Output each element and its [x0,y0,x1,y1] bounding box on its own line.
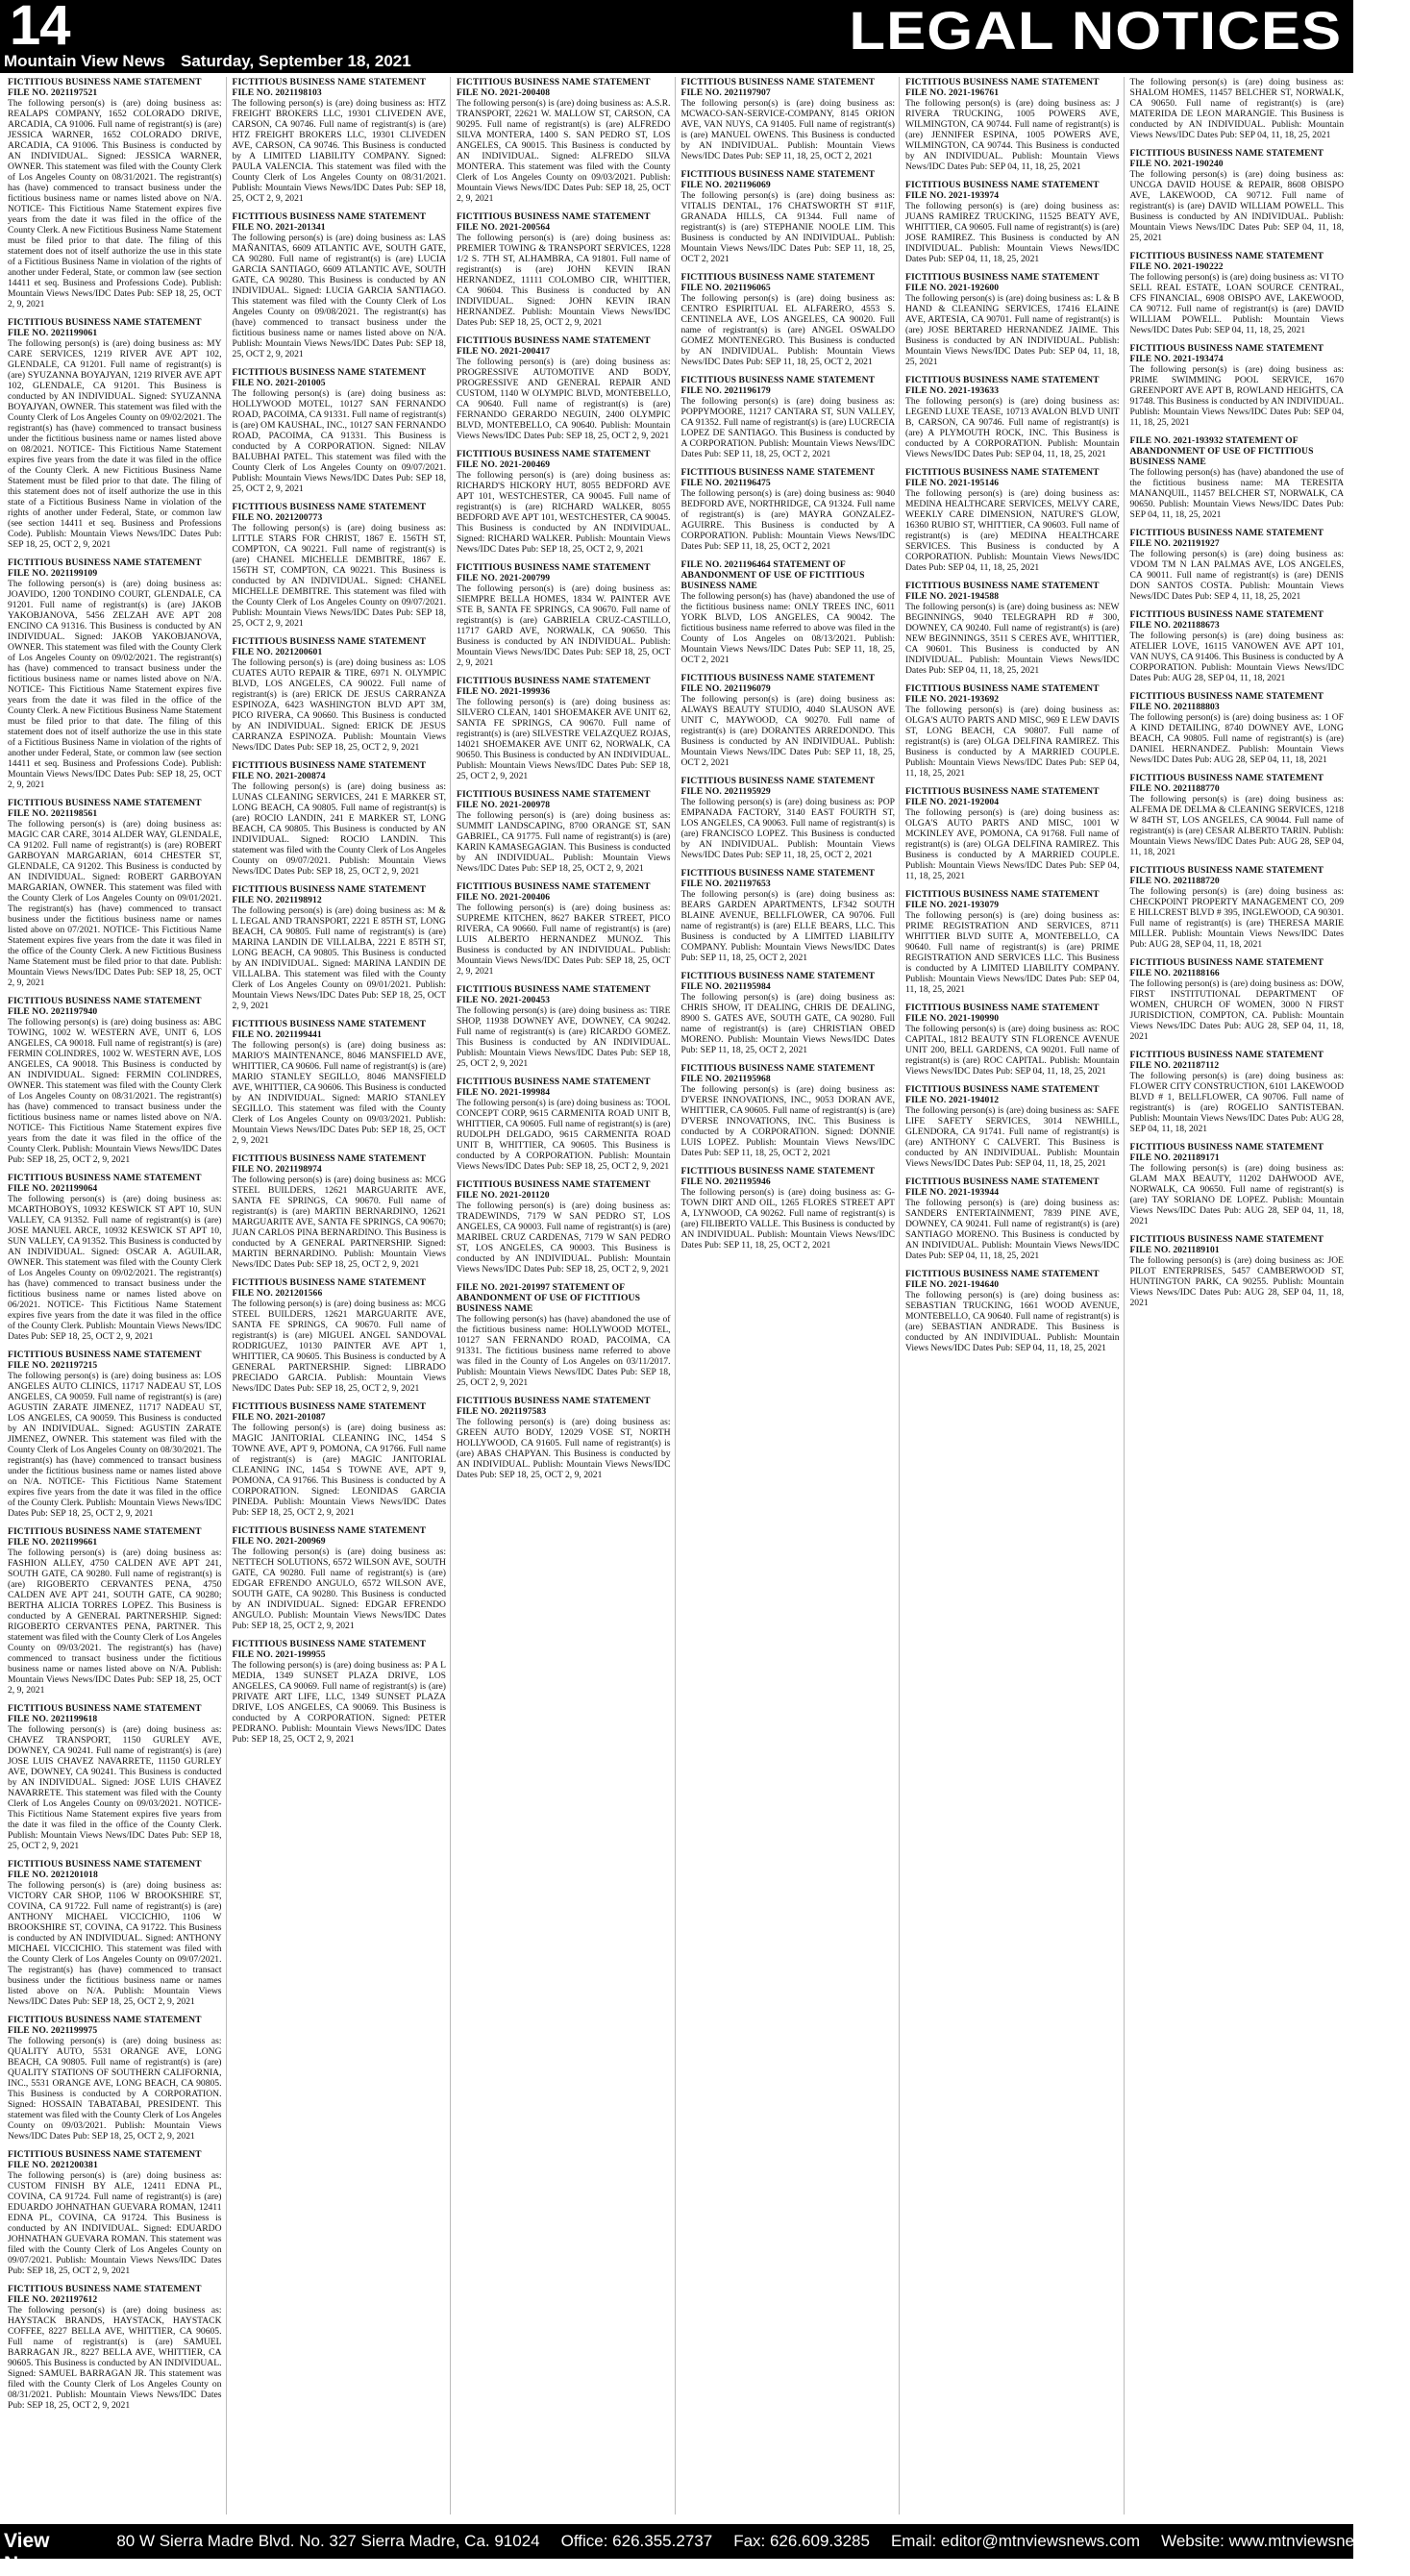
notice-heading: FICTITIOUS BUSINESS NAME STATEMENT FILE NO. 2021-193944 [905,1177,1100,1198]
legal-notice [8,77,222,310]
notice-body: The following person(s) is (are) doing business as: QUALITY AUTO, 5531 ORANGE AVE, LONG BEACH, CA 90805. Full name of registrant(s) is (are) QUALITY STATIONS OF SOUTHERN CALIFORNIA, INC., 5531 ORANGE AVE, LONG BEACH, CA 90805. This Business is conducted by A CORPORATION. Signed: HOSSAIN TABATABAI, PRESIDENT. This statement was filed with the County Clerk of Los Angeles County on 09/03/2021. Publish: Mountain Views News/IDC Dates Pub: SEP 18, 25, OCT 2, 9, 2021 [8,2036,222,2142]
notice-heading: FICTITIOUS BUSINESS NAME STATEMENT FILE NO. 2021197940 [8,996,202,1017]
notice-heading: FICTITIOUS BUSINESS NAME STATEMENT FILE NO. 2021-200417 [457,335,651,357]
notice-heading: FICTITIOUS BUSINESS NAME STATEMENT FILE NO. 2021195946 [680,1166,875,1187]
legal-notice [905,77,1120,172]
notice-heading: FICTITIOUS BUSINESS NAME STATEMENT FILE NO. 2021196065 [680,272,875,293]
notice-heading: FICTITIOUS BUSINESS NAME STATEMENT FILE NO. 2021200601 [232,636,426,657]
legal-notice [681,673,896,768]
legal-notice [8,1350,222,1519]
notice-body: The following person(s) is (are) doing business as: TOOL CONCEPT CORP, 9615 CARMENITA ROAD UNIT B, WHITTIER, CA 90605. Full name of registrant(s) is (are) RUDOLPH DELGADO, 9615 CARMENITA ROAD UNIT B, WHITTIER, CA 90605. This Business is conducted by A CORPORATION. Publish: Mountain Views News/IDC Dates Pub: SEP 18, 25, OCT 2, 9, 2021 [457,1098,671,1172]
notice-body: The following person(s) is (are) doing business as: NETTECH SOLUTIONS, 6572 WILSON AVE, SOUTH GATE, CA 90280. Full name of registrant(s) is (are) EDGAR EFRENDO ANGULO, 6572 WILSON AVE, SOUTH GATE, CA 90280. This Business is conducted by AN INDIVIDUAL. Signed: EDGAR EFRENDO ANGULO. Publish: Mountain Views News/IDC Dates Pub: SEP 18, 25, OCT 2, 9, 2021 [232,1547,446,1631]
legal-notice [233,211,447,359]
notice-heading: FICTITIOUS BUSINESS NAME STATEMENT FILE NO. 2021197907 [680,77,875,98]
legal-notice [8,1526,222,1696]
notice-heading: FICTITIOUS BUSINESS NAME STATEMENT FILE NO. 2021189101 [1129,1234,1323,1255]
notice-body: The following person(s) is (are) doing business as: FASHION ALLEY, 4750 CALDEN AVE APT 241, SOUTH GATE, CA 90280. Full name of registrant(s) is (are) RIGOBERTO CERVANTES PENA, 4750 CALDEN AVE APT 241, SOUTH GATE, CA 90280; BERTHA ALICIA TORRES LOPEZ. This Business is conducted by A GENERAL PARTNERSHIP. Signed: RIGOBERTO CERVANTES PENA, PARTNER. This statement was filed with the County Clerk of Los Angeles County on 09/03/2021. The registrant(s) has (have) commenced to transact business under the fictitious business name or names listed above on N/A. Publish: Mountain Views News/IDC Dates Pub: SEP 18, 25, OCT 2, 9, 2021 [8,1548,222,1696]
legal-notice [8,2149,222,2276]
notice-heading: FICTITIOUS BUSINESS NAME STATEMENT FILE NO. 2021-193474 [1129,343,1323,364]
notice-column [8,77,227,2514]
notice-heading: FICTITIOUS BUSINESS NAME STATEMENT FILE NO. 2021195929 [680,776,875,797]
notice-heading: FICTITIOUS BUSINESS NAME STATEMENT FILE NO. 2021-190240 [1129,148,1323,169]
notice-heading: FICTITIOUS BUSINESS NAME STATEMENT FILE NO. 2021199618 [8,1703,202,1724]
notice-heading: FICTITIOUS BUSINESS NAME STATEMENT FILE NO. 2021195984 [680,971,875,992]
notice-body: The following person(s) is (are) doing business as: SANDERS ENTERTAINMENT, 7839 PINE AVE, DOWNEY, CA 90241. Full name of registrant(s) is (are) SANTIAGO MORENO. This Business is conducted by AN INDIVIDUAL. Publish: Mountain Views News/IDC Dates Pub: SEP 04, 11, 18, 25, 2021 [905,1198,1120,1261]
notice-body: The following person(s) is (are) doing business as: PROGRESSIVE AUTOMOTIVE AND BODY, PROGRESSIVE AND GENERAL REPAIR AND CUSTOM, 1140 W OLYMPIC BLVD, MONTEBELLO, CA 90640. Full name of registrant(s) is (are) FERNANDO GERARDO NEGUIN, 2400 OLYMPIC BLVD, MONTEBELLO, CA 90640. Publish: Mountain Views News/IDC Dates Pub: SEP 18, 25, OCT 2, 9, 2021 [457,357,671,441]
notice-heading: FICTITIOUS BUSINESS NAME STATEMENT FILE NO. 2021188770 [1129,773,1323,794]
notice-column [233,77,452,2514]
legal-notice [457,789,671,874]
notice-heading: FICTITIOUS BUSINESS NAME STATEMENT FILE NO. 2021196475 [680,467,875,488]
legal-notice [905,1084,1120,1169]
notice-body: The following person(s) is (are) doing business as: 1 OF A KIND DETAILING, 8740 DOWNEY AVE, LONG BEACH, CA 90805. Full name of registrant(s) is (are) DANIEL HERNANDEZ. Publish: Mountain Views News/IDC Dates Pub: AUG 28, SEP 04, 11, 18, 2021 [1129,712,1344,765]
footer-office-phone: Office: 626.355.2737 [560,2532,713,2550]
legal-notice [457,77,671,204]
legal-notice [457,984,671,1069]
notice-heading: FICTITIOUS BUSINESS NAME STATEMENT FILE NO. 2021-200564 [457,211,651,233]
notice-body: The following person(s) is (are) doing business as: VITALIS DENTAL, 176 CHATSWORTH ST #11F, GRANADA HILLS, CA 91344. Full name of registrant(s) is (are) STEPHANIE NOOLE LIM. This Business is conducted by AN INDIVIDUAL. Publish: Mountain Views News/IDC Dates Pub: SEP 11, 18, 25, OCT 2, 2021 [680,190,895,264]
notice-body: The following person(s) is (are) doing business as: MAGIC JANITORIAL CLEANING INC, 1454 S TOWNE AVE, APT 9, POMONA, CA 91766. Full name of registrant(s) is (are) MAGIC JANITORIAL CLEANING INC, 1454 S TOWNE AVE, APT 9, POMONA, CA 91766. This Business is conducted by A CORPORATION. Signed: LEONIDAS GARCIA PINEDA. Publish: Mountain Views News/IDC Dates Pub: SEP 18, 25, OCT 2, 9, 2021 [232,1423,446,1518]
notice-heading: FICTITIOUS BUSINESS NAME STATEMENT FILE NO. 2021199064 [8,1173,202,1194]
notice-heading: FICTITIOUS BUSINESS NAME STATEMENT FILE NO. 2021197612 [8,2284,202,2305]
notice-body: The following person(s) is (are) doing business as: FLOWER CITY CONSTRUCTION, 6101 LAKEWOOD BLVD # 1, BELLFLOWER, CA 90706. Full name of registrant(s) is (are) ROGELIO SANTISTEBAN. Publish: Mountain Views News/IDC Dates Pub: AUG 28, SEP 04, 11, 18, 2021 [1129,1071,1344,1134]
legal-notice [905,467,1120,573]
page-number: 14 [10,0,70,57]
legal-notice [681,467,896,552]
masthead [0,0,1353,73]
legal-notice [457,676,671,781]
notice-body: The following person(s) is (are) doing business as: JOAVIDO, 1200 TONDINO COURT, GLENDALE, CA 91201. Full name of registrant(s) is (are) JAKOB YAKOBJANOVA, 5456 ZELZAH AVE APT 208 ENCINO CA 91316. This Business is conducted by AN INDIVIDUAL. Signed: JAKOB YAKOBJANOVA, OWNER. This statement was filed with the County Clerk of Los Angeles County on 09/02/2021. The registrant(s) has (have) commenced to transact business under the fictitious business name or names listed above on N/A. NOTICE- This Fictitious Name Statement expires five years from the date it was filed in the office of the County Clerk. A new Fictitious Business Name Statement must be filed prior to that date. The filing of this statement does not of itself authorize the use in this state of a Fictitious Business Name in violation of the rights of another under Federal, State, or common law (see section 14411 et seq. Business and Professions Code). Publish: Mountain Views News/IDC Dates Pub: SEP 18, 25, OCT 2, 9, 2021 [8,579,222,790]
notice-column [905,77,1125,2514]
notice-body: The following person(s) is (are) doing business as: TRADEWINDS, 7179 W SAN PEDRO ST, LOS ANGELES, CA 90003. Full name of registrant(s) is (are) MARIBEL CRUZ CARDENAS, 7179 W SAN PEDRO ST, LOS ANGELES, CA 90003. This Business is conducted by AN INDIVIDUAL. Publish: Mountain Views News/IDC Dates Pub: SEP 18, 25, OCT 2, 9, 2021 [457,1201,671,1275]
legal-notice [233,1153,447,1270]
notice-body: The following person(s) is (are) doing business as: CHECKPOINT PROPERTY MANAGEMENT CO, 209 E HILLCREST BLVD # 395, INGLEWOOD, CA 90301. Full name of registrant(s) is (are) THERESA MARIE MILLER. Publish: Mountain Views News/IDC Dates Pub: AUG 28, SEP 04, 11, 18, 2021 [1129,886,1344,950]
notice-heading: FILE NO. 2021196464 STATEMENT OF ABANDONMENT OF USE OF FICTITIOUS BUSINESS NAME [680,559,865,591]
legal-notice [681,272,896,367]
legal-notice [1130,865,1345,950]
legal-notice [681,1063,896,1158]
notice-heading: FICTITIOUS BUSINESS NAME STATEMENT FILE NO. 2021196069 [680,169,875,190]
notice-heading: FICTITIOUS BUSINESS NAME STATEMENT FILE NO. 2021-200453 [457,984,651,1005]
legal-notice [8,996,222,1165]
notice-body: The following person(s) is (are) doing business as: LOS CUATES AUTO REPAIR & TIRE, 6971 N. OLYMPIC BLVD, LOS ANGELES, CA 90022. Full name of registrant(s) is (are) ERICK DE JESUS CARRANZA ESPINOZA, 6423 WASHINGTON BLVD APT 3M, PICO RIVERA, CA 90660. This Business is conducted by AN INDIVIDUAL. Signed: ERICK DE JESUS CARRANZA ESPINOZA. Publish: Mountain Views News/IDC Dates Pub: SEP 18, 25, OCT 2, 9, 2021 [232,657,446,753]
notice-body: The following person(s) is (are) doing business as: MCARTHOBOYS, 10932 KESWICK ST APT 10, SUN VALLEY, CA 91352. Full name of registrant(s) is (are) JOSE MANUEL ARCE, 10932 KESWICK ST APT 10, SUN VALLEY, CA 91352. This Business is conducted by AN INDIVIDUAL. Signed: OSCAR A. AGUILAR, OWNER. This statement was filed with the County Clerk of Los Angeles County on 09/02/2021. The registrant(s) has (have) commenced to transact business under the fictitious business name or names listed above on 06/2021. NOTICE- This Fictitious Name Statement expires five years from the date it was filed in the office of the County Clerk. Publish: Mountain Views News/IDC Dates Pub: SEP 18, 25, OCT 2, 9, 2021 [8,1194,222,1342]
notice-body: The following person(s) is (are) doing business as: JOE PILOT ENTERPRISES, 5457 CAMBERWOOD ST, HUNTINGTON PARK, CA 90255. Publish: Mountain Views News/IDC Dates Pub: AUG 28, SEP 04, 11, 18, 2021 [1129,1255,1344,1308]
notice-heading: FICTITIOUS BUSINESS NAME STATEMENT FILE NO. 2021-200408 [457,77,651,98]
legal-notice [905,1177,1120,1261]
notice-heading: FICTITIOUS BUSINESS NAME STATEMENT FILE NO. 2021197521 [8,77,202,98]
paper-name: Mountain View News [4,52,165,70]
notice-body: The following person(s) is (are) doing business as: MY CARE SERVICES, 1219 RIVER AVE APT 102, GLENDALE, CA 91201. Full name of registrant(s) is (are) SYUZANNA BOYAJYAN, 1219 RIVER AVE APT 102, GLENDALE, CA 91201. This Business is conducted by AN INDIVIDUAL. Signed: SYUZANNA BOYAJYAN, OWNER. This statement was filed with the County Clerk of Los Angeles County on 09/02/2021. The registrant(s) has (have) commenced to transact business under the fictitious business name or names listed above on 08/2021. NOTICE- This Fictitious Name Statement expires five years from the date it was filed in the office of the County Clerk. A new Fictitious Business Name Statement must be filed prior to that date. The filing of this statement does not of itself authorize the use in this state of a Fictitious Business Name in violation of the rights of another under Federal, State, or common law (see section 14411 et seq. Business and Professions Code). Publish: Mountain Views News/IDC Dates Pub: SEP 18, 25, OCT 2, 9, 2021 [8,338,222,550]
masthead-subline [0,50,1353,73]
notice-heading: FICTITIOUS BUSINESS NAME STATEMENT FILE NO. 2021197583 [457,1396,651,1417]
notice-body: The following person(s) is (are) doing business as: MCG STEEL BUILDERS, 12621 MARGUARITE AVE, SANTA FE SPRINGS, CA 90670. Full name of registrant(s) is (are) MIGUEL ANGEL SANDOVAL RODRIGUEZ, 10130 PAINTER AVE APT 1, WHITTIER, CA 90605. This Business is conducted by A GENERAL PARTNERSHIP. Signed: LIBRADO PRECIADO GARCIA. Publish: Mountain Views News/IDC Dates Pub: SEP 18, 25, OCT 2, 9, 2021 [232,1299,446,1394]
notice-heading: FICTITIOUS BUSINESS NAME STATEMENT FILE NO. 2021200381 [8,2149,202,2170]
notice-column [1130,77,1348,2514]
notice-body: The following person(s) is (are) doing business as: ROC CAPITAL, 1812 BEAUTY STN FLORENCE AVENUE UNIT 200, BELL GARDENS, CA 90201. Full name of registrant(s) is (are) ROC CAPITAL. Publish: Mountain Views News/IDC Dates Pub: SEP 04, 11, 18, 25, 2021 [905,1024,1120,1077]
notice-heading: FICTITIOUS BUSINESS NAME STATEMENT FILE NO. 2021188720 [1129,865,1323,886]
legal-notice [681,169,896,264]
notice-body: The following person(s) is (are) doing business as: SUPREME KITCHEN, 8627 BAKER STREET, PICO RIVERA, CA 90660. Full name of registrant(s) is (are) LUIS ALBERTO HERNANDEZ MUNOZ. This Business is conducted by AN INDIVIDUAL. Publish: Mountain Views News/IDC Dates Pub: SEP 18, 25, OCT 2, 9, 2021 [457,903,671,977]
notice-body: The following person(s) is (are) doing business as: SEBASTIAN TRUCKING, 1661 WOOD AVENUE, MONTEBELLO, CA 90640. Full name of registrant(s) is (are) SEBASTIAN ANDRADE. This Business is conducted by AN INDIVIDUAL. Publish: Mountain Views News/IDC Dates Pub: SEP 04, 11, 18, 25, 2021 [905,1290,1120,1353]
notice-heading: FICTITIOUS BUSINESS NAME STATEMENT FILE NO. 2021-200469 [457,449,651,470]
legal-notice [1130,773,1345,857]
notice-heading: FICTITIOUS BUSINESS NAME STATEMENT FILE NO. 2021-199936 [457,676,651,697]
legal-notice [233,502,447,629]
legal-notice [1130,528,1345,602]
legal-notice [233,1525,447,1631]
notice-body: The following person(s) is (are) doing business as: G-TOWN DIRT AND OIL, 1265 FLORES STREET APT A, LYNWOOD, CA 90262. Full name of registrant(s) is (are) FILIBERTO VALLE. This Business is conducted by AN INDIVIDUAL. Publish: Mountain Views News/IDC Dates Pub: SEP 11, 18, 25, OCT 2, 2021 [680,1187,895,1251]
notice-heading: FICTITIOUS BUSINESS NAME STATEMENT FILE NO. 2021201566 [232,1277,426,1299]
notice-heading: FICTITIOUS BUSINESS NAME STATEMENT FILE NO. 2021196179 [680,375,875,396]
notice-heading: FICTITIOUS BUSINESS NAME STATEMENT FILE NO. 2021-200978 [457,789,651,810]
notice-body: The following person(s) is (are) doing business as: POP EMPANADA FACTORY, 3140 EAST FOURTH ST, LOS ANGELES, CA 90063. Full name of registrant(s) is (are) FRANCISCO LOPEZ. This Business is conducted by AN INDIVIDUAL. Publish: Mountain Views News/IDC Dates Pub: SEP 11, 18, 25, OCT 2, 2021 [680,797,895,860]
legal-notice [8,1703,222,1851]
notice-body: The following person(s) is (are) doing business as: MAGIC CAR CARE, 3014 ALDER WAY, GLENDALE, CA 91202. Full name of registrant(s) is (are) ROBERT GARBOYAN MARGARIAN, 6014 CHESTER ST, GLENDALE, CA 91202. This Business is conducted by AN INDIVIDUAL. Signed: ROBERT GARBOYAN MARGARIAN, OWNER. This statement was filed with the County Clerk of Los Angeles County on 09/01/2021. The registrant(s) has (have) commenced to transact business under the fictitious business name or names listed above on 07/2021. NOTICE- This Fictitious Name Statement expires five years from the date it was filed in the office of the County Clerk. A new Fictitious Business Name Statement must be filed prior to that date. Publish: Mountain Views News/IDC Dates Pub: SEP 18, 25, OCT 2, 9, 2021 [8,819,222,988]
notice-body: The following person(s) is (are) doing business as: GREEN AUTO BODY, 12029 VOSE ST, NORTH HOLLYWOOD, CA 91605. Full name of registrant(s) is (are) ABAS CHAPYAN. This Business is conducted by AN INDIVIDUAL. Publish: Mountain Views News/IDC Dates Pub: SEP 18, 25, OCT 2, 9, 2021 [457,1417,671,1480]
notice-heading: FICTITIOUS BUSINESS NAME STATEMENT FILE NO. 2021-199955 [232,1639,426,1660]
notice-heading: FICTITIOUS BUSINESS NAME STATEMENT FILE NO. 2021-190222 [1129,251,1323,272]
notice-body: The following person(s) is (are) doing business as: PREMIER TOWING & TRANSPORT SERVICES, 1228 1/2 S. 7TH ST, ALHAMBRA, CA 91801. Full name of registrant(s) is (are) JOHN KEVIN IRAN HERNANDEZ, 11111 COLOMBO CIR, WHITTIER, CA 90604. This Business is conducted by AN INDIVIDUAL. Signed: JOHN KEVIN IRAN HERNANDEZ. Publish: Mountain Views News/IDC Dates Pub: SEP 18, 25, OCT 2, 9, 2021 [457,233,671,328]
legal-notice [681,559,896,665]
legal-notice [1130,343,1345,428]
notice-heading: FICTITIOUS BUSINESS NAME STATEMENT FILE NO. 2021-196761 [905,77,1100,98]
notice-body: The following person(s) is (are) doing business as: CHAVEZ TRANSPORT, 1150 GURLEY AVE, DOWNEY, CA 90241. Full name of registrant(s) is (are) JOSE LUIS CHAVEZ NAVARRETE, 11150 GURLEY AVE, DOWNEY, CA 90241. This Business is conducted by AN INDIVIDUAL. Signed: JOSE LUIS CHAVEZ NAVARRETE. This statement was filed with the County Clerk of Los Angeles County on 09/03/2021. NOTICE- This Fictitious Name Statement expires five years from the date it was filed in the office of the County Clerk. Publish: Mountain Views News/IDC Dates Pub: SEP 18, 25, OCT 2, 9, 2021 [8,1724,222,1851]
notice-body: The following person(s) is (are) doing business as: SIEMPRE BELLA HOMES, 1834 W. PAINTER AVE STE B, SANTA FE SPRINGS, CA 90670. Full name of registrant(s) is (are) GABRIELA CRUZ-CASTILLO, 11717 GARD AVE, NORWALK, CA 90650. This Business is conducted by AN INDIVIDUAL. Publish: Mountain Views News/IDC Dates Pub: SEP 18, 25, OCT 2, 9, 2021 [457,583,671,668]
notice-heading: FILE NO. 2021-193932 STATEMENT OF ABANDONMENT OF USE OF FICTITIOUS BUSINESS NAME [1129,435,1314,467]
notice-heading: FICTITIOUS BUSINESS NAME STATEMENT FILE NO. 2021-200969 [232,1525,426,1547]
legal-notice [457,881,671,977]
notice-body: The following person(s) is (are) doing business as: LOS ANGELES AUTO CLINICS, 11717 NADEAU ST, LOS ANGELES, CA 90059. Full name of registrant(s) is (are) AGUSTIN ZARATE JIMENEZ, 11717 NADEAU ST, LOS ANGELES, CA 90059. This Business is conducted by AN INDIVIDUAL. Signed: AGUSTIN ZARATE JIMENEZ, OWNER. This statement was filed with the County Clerk of Los Angeles County on 08/30/2021. The registrant(s) has (have) commenced to transact business under the fictitious business name or names listed above on N/A. NOTICE- This Fictitious Name Statement expires five years from the date it was filed in the office of the County Clerk. Publish: Mountain Views News/IDC Dates Pub: SEP 18, 25, OCT 2, 9, 2021 [8,1371,222,1519]
notice-heading: FICTITIOUS BUSINESS NAME STATEMENT FILE NO. 2021-200874 [232,760,426,781]
notice-heading: FICTITIOUS BUSINESS NAME STATEMENT FILE NO. 2021197653 [680,868,875,889]
notice-heading: FICTITIOUS BUSINESS NAME STATEMENT FILE NO. 2021-201005 [232,367,426,388]
footer-address: 80 W Sierra Madre Blvd. No. 327 Sierra Madre, Ca. 91024 [116,2532,540,2550]
notice-body: The following person(s) is (are) doing business as: NEW BEGINNINGS, 9040 TELEGRAPH RD # 300, DOWNEY, CA 90240. Full name of registrant(s) is (are) NEW BEGINNINGS, 3511 S CERES AVE, WHITTIER, CA 90601. This Business is conducted by AN INDIVIDUAL. Publish: Mountain Views News/IDC Dates Pub: SEP 04, 11, 18, 25, 2021 [905,602,1120,676]
notice-heading: FICTITIOUS BUSINESS NAME STATEMENT FILE NO. 2021198103 [232,77,426,98]
footer-fax: Fax: 626.609.3285 [733,2532,870,2550]
notice-heading: FICTITIOUS BUSINESS NAME STATEMENT FILE NO. 2021-193692 [905,683,1100,705]
notice-heading: FICTITIOUS BUSINESS NAME STATEMENT FILE NO. 2021196079 [680,673,875,694]
legal-notice [1130,435,1345,520]
notice-heading: FICTITIOUS BUSINESS NAME STATEMENT FILE NO. 2021-192004 [905,786,1100,807]
legal-notice [905,786,1120,881]
legal-notice [8,798,222,988]
legal-notice [233,1019,447,1146]
notice-heading: FICTITIOUS BUSINESS NAME STATEMENT FILE NO. 2021200773 [232,502,426,523]
notice-body: The following person(s) is (are) doing business as: SAFE LIFE SAFETY SERVICES, 3014 NEWHILL, GLENDORA, CA 91741. Full name of registrant(s) is (are) ANTHONY C CALVERT. This Business is conducted by AN INDIVIDUAL. Publish: Mountain Views News/IDC Dates Pub: SEP 04, 11, 18, 25, 2021 [905,1105,1120,1169]
notice-body: The following person(s) is (are) doing business as: PRIME REGISTRATION AND SERVICES, 8711 WHITTIER BLVD SUITE A, MONTEBELLO, CA 90640. Full name of registrant(s) is (are) PRIME REGISTRATION AND SERVICES LLC. This Business is conducted by A LIMITED LIABILITY COMPANY. Publish: Mountain Views News/IDC Dates Pub: SEP 04, 11, 18, 25, 2021 [905,910,1120,995]
legal-notice [1130,251,1345,335]
notice-heading: FICTITIOUS BUSINESS NAME STATEMENT FILE NO. 2021-194588 [905,581,1100,602]
notice-heading: FICTITIOUS BUSINESS NAME STATEMENT FILE NO. 2021-201120 [457,1179,651,1201]
legal-notice [233,77,447,204]
notice-body: The following person(s) is (are) doing business as: MCWACO-SAN-SERVICE-COMPANY, 8145 ORION AVE, VAN NUYS, CA 91405. Full name of registrant(s) is (are) MANUEL OWENS. This Business is conducted by AN INDIVIDUAL. Publish: Mountain Views News/IDC Dates Pub: SEP 11, 18, 25, OCT 2, 2021 [680,98,895,161]
notice-body: The following person(s) is (are) doing business as: 9040 BEDFORD AVE, NORTHRIDGE, CA 91324. Full name of registrant(s) is (are) MAYRA GONZALEZ-AGUIRRE. This Business is conducted by A CORPORATION. Publish: Mountain Views News/IDC Dates Pub: SEP 11, 18, 25, OCT 2, 2021 [680,488,895,552]
notice-body: The following person(s) is (are) doing business as: LITTLE STARS FOR CHRIST, 1867 E. 156TH ST, COMPTON, CA 90221. Full name of registrant(s) is (are) CHANEL MICHELLE DEMBITRE, 1867 E. 156TH ST, COMPTON, CA 90221. This Business is conducted by AN INDIVIDUAL. Signed: CHANEL MICHELLE DEMBITRE. This statement was filed with the County Clerk of Los Angeles County on 09/07/2021. Publish: Mountain Views News/IDC Dates Pub: SEP 18, 25, OCT 2, 9, 2021 [232,523,446,629]
issue-date: Saturday, September 18, 2021 [181,52,411,70]
notice-body: The following person(s) is (are) doing business as: J RIVERA TRUCKING, 1005 POWERS AVE, WILMINGTON, CA 90744. Full name of registrant(s) is (are) JENNIFER ESPINA, 1005 POWERS AVE, WILMINGTON, CA 90744. This Business is conducted by AN INDIVIDUAL. Publish: Mountain Views News/IDC Dates Pub: SEP 04, 11, 18, 25, 2021 [905,98,1120,172]
notice-body: The following person(s) is (are) doing business as: RICHARD'S HICKORY HUT, 8055 BEDFORD AVE APT 101, WESTCHESTER, CA 90045. Full name of registrant(s) is (are) RICHARD WALKER, 8055 BEDFORD AVE APT 101, WESTCHESTER, CA 90045. This Business is conducted by AN INDIVIDUAL. Signed: RICHARD WALKER. Publish: Mountain Views News/IDC Dates Pub: SEP 18, 25, OCT 2, 9, 2021 [457,470,671,555]
legal-notice [457,1396,671,1480]
legal-notice [905,683,1120,779]
notice-heading: FICTITIOUS BUSINESS NAME STATEMENT FILE NO. 2021-192600 [905,272,1100,293]
notice-heading: FICTITIOUS BUSINESS NAME STATEMENT FILE NO. 2021187112 [1129,1050,1323,1071]
legal-notice [1130,957,1345,1042]
notice-heading: FILE NO. 2021-201997 STATEMENT OF ABANDONMENT OF USE OF FICTITIOUS BUSINESS NAME [457,1282,641,1314]
notice-heading: FICTITIOUS BUSINESS NAME STATEMENT FILE NO. 2021-200799 [457,562,651,583]
notice-body: The following person(s) is (are) doing business as: CHRIS SHOW, IT DEALING, CHRIS DE DEALING, 8900 S. GATES AVE, SOUTH GATE, CA 90280. Full name of registrant(s) is (are) CHRISTIAN OBED MORENO. Publish: Mountain Views News/IDC Dates Pub: SEP 11, 18, 25, OCT 2, 2021 [680,992,895,1055]
notice-body: The following person(s) is (are) doing business as: PRIME SWIMMING POOL SERVICE, 1670 GREENPORT AVE APT B, ROWLAND HEIGHTS, CA 91748. This Business is conducted by AN INDIVIDUAL. Publish: Mountain Views News/IDC Dates Pub: SEP 04, 11, 18, 25, 2021 [1129,364,1344,428]
notice-heading: FICTITIOUS BUSINESS NAME STATEMENT FILE NO. 2021-201341 [232,211,426,233]
notice-heading: FICTITIOUS BUSINESS NAME STATEMENT FILE NO. 2021-194012 [905,1084,1100,1105]
notice-heading: FICTITIOUS BUSINESS NAME STATEMENT FILE NO. 2021-195146 [905,467,1100,488]
legal-notice [233,367,447,494]
notice-heading: FICTITIOUS BUSINESS NAME STATEMENT FILE NO. 2021-193633 [905,375,1100,396]
notice-body: The following person(s) is (are) doing business as: OLGA'S AUTO PARTS AND MISC, 969 E LEW DAVIS ST, LONG BEACH, CA 90807. Full name of registrant(s) is (are) OLGA DELFINA RAMIREZ. This Business is conducted by A MARRIED COUPLE. Publish: Mountain Views News/IDC Dates Pub: SEP 04, 11, 18, 25, 2021 [905,705,1120,779]
notice-body: The following person(s) is (are) doing business as: P A L MEDIA, 1349 SUNSET PLAZA DRIVE, LOS ANGELES, CA 90069. Full name of registrant(s) is (are) PRIVATE ART LIFE, LLC, 1349 SUNSET PLAZA DRIVE, LOS ANGELES, CA 90069. This Business is conducted by A CORPORATION. Signed: PETER PEDRANO. Publish: Mountain Views News/IDC Dates Pub: SEP 18, 25, OCT 2, 9, 2021 [232,1660,446,1745]
notice-body: The following person(s) has (have) abandoned the use of the fictitious business name: ONLY TREES INC, 6011 YORK BLVD, LOS ANGELES, CA 90042. The fictitious business name referred to above was filed in the County of Los Angeles on 08/13/2021. Publish: Mountain Views News/IDC Dates Pub: SEP 11, 18, 25, OCT 2, 2021 [680,591,895,665]
notice-heading: FICTITIOUS BUSINESS NAME STATEMENT FILE NO. 2021199441 [232,1019,426,1040]
legal-notice [905,272,1120,367]
legal-notice [8,2284,222,2411]
notice-body: The following person(s) is (are) doing business as: HAYSTACK BRANDS, HAYSTACK, HAYSTACK COFFEE, 8227 BELLA AVE, WHITTIER, CA 90605. Full name of registrant(s) is (are) SAMUEL BARRAGAN JR., 8227 BELLA AVE, WHITTIER, CA 90605. This Business is conducted by AN INDIVIDUAL. Signed: SAMUEL BARRAGAN JR. This statement was filed with the County Clerk of Los Angeles County on 08/31/2021. Publish: Mountain Views News/IDC Dates Pub: SEP 18, 25, OCT 2, 9, 2021 [8,2305,222,2411]
notice-heading: FICTITIOUS BUSINESS NAME STATEMENT FILE NO. 2021189171 [1129,1142,1323,1163]
legal-notice [1130,609,1345,683]
notice-heading: FICTITIOUS BUSINESS NAME STATEMENT FILE NO. 2021199061 [8,317,202,338]
notice-body: The following person(s) is (are) doing business as: REALAPS COMPANY, 1652 COLORADO DRIVE, ARCADIA, CA 91006. Full name of registrant(s) is (are) JESSICA WARNER, 1652 COLORADO DRIVE, ARCADIA, CA 91006. This Business is conducted by AN INDIVIDUAL. Signed: JESSICA WARNER, OWNER. This statement was filed with the County Clerk of Los Angeles County on 08/31/2021. The registrant(s) has (have) commenced to transact business under the fictitious business name or names listed above on N/A. NOTICE- This Fictitious Name Statement expires five years from the date it was filed in the office of the County Clerk. A new Fictitious Business Name Statement must be filed prior to that date. The filing of this statement does not of itself authorize the use in this state of a Fictitious Business Name in violation of the rights of another under Federal, State, or common law (see section 14411 et seq. Business and Professions Code). Publish: Mountain Views News/IDC Dates Pub: SEP 18, 25, OCT 2, 9, 2021 [8,98,222,310]
notice-body: The following person(s) is (are) doing business as: A.S.R. TRANSPORT, 22621 W. MALLOW ST, CARSON, CA 90295. Full name of registrant(s) is (are) ALFREDO SILVA MONTERA, 1400 S. SAN PEDRO ST, LOS ANGELES, CA 90015. This Business is conducted by AN INDIVIDUAL. Signed: ALFREDO SILVA MONTERA. This statement was filed with the County Clerk of Los Angeles County on 09/03/2021. Publish: Mountain Views News/IDC Dates Pub: SEP 18, 25, OCT 2, 9, 2021 [457,98,671,204]
notice-heading: FICTITIOUS BUSINESS NAME STATEMENT FILE NO. 2021197215 [8,1350,202,1371]
legal-notice [681,868,896,963]
legal-notice [233,1639,447,1745]
notice-body: The following person(s) is (are) doing business as: MEDINA HEALTHCARE SERVICES, MELVY CARE, WEEKLY CARE DIMENSION, NATURE'S GLOW, 16360 RUBIO ST, WHITTIER, CA 90603. Full name of registrant(s) is (are) MEDINA HEALTHCARE SERVICES. This Business is conducted by A CORPORATION. Publish: Mountain Views News/IDC Dates Pub: SEP 04, 11, 18, 25, 2021 [905,488,1120,573]
legal-notice [457,335,671,441]
notice-body: The following person(s) is (are) doing business as: SHALOM HOMES, 11457 BELCHER ST, NORWALK, CA 90650. Full name of registrant(s) is (are) MATERIDA DE LEON MARANGIE. This Business is conducted by AN INDIVIDUAL. Publish: Mountain Views News/IDC Dates Pub: SEP 04, 11, 18, 25, 2021 [1129,77,1344,140]
notice-body: The following person(s) is (are) doing business as: ALWAYS BEAUTY STUDIO, 4040 SLAUSON AVE UNIT C, MAYWOOD, CA 90270. Full name of registrant(s) is (are) DORANTES ARREDONDO. This Business is conducted by AN INDIVIDUAL. Publish: Mountain Views News/IDC Dates Pub: SEP 11, 18, 25, OCT 2, 2021 [680,694,895,768]
notice-heading: FICTITIOUS BUSINESS NAME STATEMENT FILE NO. 2021-193974 [905,180,1100,201]
notice-body: The following person(s) is (are) doing business as: MCG STEEL BUILDERS, 12621 MARGUARITE AVE, SANTA FE SPRINGS, CA 90670. Full name of registrant(s) is (are) MARTIN BERNARDINO, 12621 MARGUARITE AVE, SANTA FE SPRINGS, CA 90670; JUAN CARLOS PINA BERNARDINO. This Business is conducted by A GENERAL PARTNERSHIP. Signed: MARTIN BERNARDINO. Publish: Mountain Views News/IDC Dates Pub: SEP 18, 25, OCT 2, 9, 2021 [232,1175,446,1270]
notice-column [681,77,901,2514]
notice-heading: FICTITIOUS BUSINESS NAME STATEMENT FILE NO. 2021198974 [232,1153,426,1175]
legal-notice [1130,1142,1345,1226]
legal-notice [905,180,1120,264]
legal-notice [905,375,1120,459]
notice-body: The following person(s) is (are) doing business as: HOLLYWOOD MOTEL, 10127 SAN FERNANDO ROAD, PACOIMA, CA 91331. Full name of registrant(s) is (are) OM KAUSHAL, INC., 10127 SAN FERNANDO ROAD, PACOIMA, CA 91331. This Business is conducted by A CORPORATION. Signed: NILAV BALUBHAI PATEL. This statement was filed with the County Clerk of Los Angeles County on 09/07/2021. Publish: Mountain Views News/IDC Dates Pub: SEP 18, 25, OCT 2, 9, 2021 [232,388,446,494]
notice-heading: FICTITIOUS BUSINESS NAME STATEMENT FILE NO. 2021188166 [1129,957,1323,978]
legal-notice [457,1282,671,1388]
notice-heading: FICTITIOUS BUSINESS NAME STATEMENT FILE NO. 2021-200406 [457,881,651,903]
legal-notice-columns [8,77,1348,2514]
footer [0,2507,1410,2575]
notice-column [457,77,676,2514]
legal-notice [1130,1050,1345,1134]
notice-body: The following person(s) is (are) doing business as: VDOM TM N LAN PALMAS AVE, LOS ANGELES, CA 90011. Full name of registrant(s) is (are) DENIS DON SANTOS COSTA. Publish: Mountain Views News/IDC Dates Pub: SEP 4, 11, 18, 25, 2021 [1129,549,1344,602]
notice-body: The following person(s) is (are) doing business as: CENTRO ESPIRITUAL EL ALFARERO, 4553 S. CENTINELA AVE, LOS ANGELES, CA 90020. Full name of registrant(s) is (are) ANGEL OSWALDO GOMEZ MONTENEGRO. This Business is conducted by AN INDIVIDUAL. Publish: Mountain Views News/IDC Dates Pub: SEP 11, 18, 25, OCT 2, 2021 [680,293,895,367]
legal-notice [905,581,1120,676]
notice-body: The following person(s) is (are) doing business as: GLAM MAX BEAUTY, 11202 DAHWOOD AVE, NORWALK, CA 90650. Full name of registrant(s) is (are) TAY SORIANO DE LOPEZ. Publish: Mountain Views News/IDC Dates Pub: AUG 28, SEP 04, 11, 18, 2021 [1129,1163,1344,1226]
legal-notice [8,557,222,790]
notice-body: The following person(s) is (are) doing business as: VICTORY CAR SHOP, 1106 W BROOKSHIRE ST, COVINA, CA 91722. Full name of registrant(s) is (are) ANTHONY MICHAEL VICCICHIO, 1106 W BROOKSHIRE ST, COVINA, CA 91722. This Business is conducted by AN INDIVIDUAL. Signed: ANTHONY MICHAEL VICCICHIO. This statement was filed with the County Clerk of Los Angeles County on 09/07/2021. The registrant(s) has (have) commenced to transact business under the fictitious business name or names listed above on N/A. Publish: Mountain Views News/IDC Dates Pub: SEP 18, 25, OCT 2, 9, 2021 [8,1880,222,2007]
notice-body: The following person(s) is (are) doing business as: DOW, FIRST INSTITUTIONAL DEPARTMENT OF WOMEN, CHURCH OF WOMEN, 3000 N FIRST JURISDICTION, COMPTON, CA. Publish: Mountain Views News/IDC Dates Pub: AUG 28, SEP 04, 11, 18, 2021 [1129,978,1344,1042]
notice-body: The following person(s) is (are) doing business as: D'VERSE INNOVATIONS, INC., 9053 DORAN AVE, WHITTIER, CA 90605. Full name of registrant(s) is (are) D'VERSE INNOVATIONS, INC. This Business is conducted by A CORPORATION. Signed: DONNIE LUIS LOPEZ. Publish: Mountain Views News/IDC Dates Pub: SEP 11, 18, 25, OCT 2, 2021 [680,1084,895,1158]
legal-notice [457,211,671,328]
notice-body: The following person(s) is (are) doing business as: L & B HAND & CLEANING SERVICES, 17416 ELAINE AVE, ARTESIA, CA 90701. Full name of registrant(s) is (are) JOSE BERTARED HERNANDEZ JAIME. This Business is conducted by AN INDIVIDUAL. Publish: Mountain Views News/IDC Dates Pub: SEP 04, 11, 18, 25, 2021 [905,293,1120,367]
footer-email[interactable]: Email: editor@mtnviewsnews.com [890,2532,1141,2550]
notice-heading: FICTITIOUS BUSINESS NAME STATEMENT FILE NO. 2021199975 [8,2015,202,2036]
legal-notice [1130,77,1345,140]
section-title: LEGAL NOTICES [849,0,1342,61]
notice-body: The following person(s) is (are) doing business as: JUANS RAMIREZ TRUCKING, 11525 BEATY AVE, WHITTIER, CA 90605. Full name of registrant(s) is (are) JOSE RAMIREZ. This Business is conducted by AN INDIVIDUAL. Publish: Mountain Views News/IDC Dates Pub: SEP 04, 11, 18, 25, 2021 [905,201,1120,264]
notice-body: The following person(s) is (are) doing business as: SUMMIT LANDSCAPING, 8700 ORANGE ST, SAN GABRIEL, CA 91775. Full name of registrant(s) is (are) KARIN KAMASEGAGIAN. This Business is conducted by AN INDIVIDUAL. Publish: Mountain Views News/IDC Dates Pub: SEP 18, 25, OCT 2, 9, 2021 [457,810,671,874]
notice-heading: FICTITIOUS BUSINESS NAME STATEMENT FILE NO. 2021198912 [232,884,426,905]
notice-body: The following person(s) is (are) doing business as: SILVERO CLEAN, 1401 SHOEMAKER AVE UNIT 62, SANTA FE SPRINGS, CA 90670. Full name of registrant(s) is (are) SILVESTRE VELAZQUEZ ROJAS, 14021 SHOEMAKER AVE UNIT 62, NORWALK, CA 90650. This Business is conducted by AN INDIVIDUAL. Publish: Mountain Views News/IDC Dates Pub: SEP 18, 25, OCT 2, 9, 2021 [457,697,671,781]
notice-heading: FICTITIOUS BUSINESS NAME STATEMENT FILE NO. 2021195968 [680,1063,875,1084]
notice-body: The following person(s) is (are) doing business as: LUNAS CLEANING SERVICES, 241 E MARKER ST, LONG BEACH, CA 90805. Full name of registrant(s) is (are) ROCIO LANDIN, 241 E MARKER ST, LONG BEACH, CA 90805. This Business is conducted by AN INDIVIDUAL. Signed: ROCIO LANDIN. This statement was filed with the County Clerk of Los Angeles County on 09/07/2021. Publish: Mountain Views News/IDC Dates Pub: SEP 18, 25, OCT 2, 9, 2021 [232,781,446,877]
notice-body: The following person(s) is (are) doing business as: ATELIER LOVE, 16115 VANOWEN AVE APT 101, VAN NUYS, CA 91406. This Business is conducted by A CORPORATION. Publish: Mountain Views News/IDC Dates Pub: AUG 28, SEP 04, 11, 18, 2021 [1129,631,1344,683]
notice-heading: FICTITIOUS BUSINESS NAME STATEMENT FILE NO. 2021-199984 [457,1077,651,1098]
legal-notice [8,2015,222,2142]
notice-body: The following person(s) is (are) doing business as: HTZ FREIGHT BROKERS LLC, 19301 CLIVEDEN AVE, CARSON, CA 90746. Full name of registrant(s) is (are) HTZ FREIGHT BROKERS LLC, 19301 CLIVEDEN AVE, CARSON, CA 90746. This Business is conducted by A LIMITED LIABILITY COMPANY. Signed: PAULA VALENCIA. This statement was filed with the County Clerk of Los Angeles County on 08/31/2021. Publish: Mountain Views News/IDC Dates Pub: SEP 18, 25, OCT 2, 9, 2021 [232,98,446,204]
footer-paper-name: Mountain View News [4,2507,94,2575]
notice-heading: FICTITIOUS BUSINESS NAME STATEMENT FILE NO. 2021-201087 [232,1401,426,1423]
notice-body: The following person(s) is (are) doing business as: M & L LEGAL AND TRANSPORT, 2221 E 85TH ST, LONG BEACH, CA 90805. Full name of registrant(s) is (are) MARINA LANDIN DE VILLALBA, 2221 E 85TH ST, LONG BEACH, CA 90805. This Business is conducted by AN INDIVIDUAL. Signed: MARINA LANDIN DE VILLALBA. This statement was filed with the County Clerk of Los Angeles County on 09/01/2021. Publish: Mountain Views News/IDC Dates Pub: SEP 18, 25, OCT 2, 9, 2021 [232,905,446,1011]
legal-notice [1130,691,1345,765]
legal-notice [457,449,671,555]
notice-body: The following person(s) is (are) doing business as: MARIO'S MAINTENANCE, 8046 MANSFIELD AVE, WHITTIER, CA 90606. Full name of registrant(s) is (are) MARIO STANLEY SEGILLO, 8046 MANSFIELD AVE, WHITTIER, CA 90606. This Business is conducted by AN INDIVIDUAL. Signed: MARIO STANLEY SEGILLO. This statement was filed with the County Clerk of Los Angeles County on 09/03/2021. Publish: Mountain Views News/IDC Dates Pub: SEP 18, 25, OCT 2, 9, 2021 [232,1040,446,1146]
legal-notice [681,971,896,1055]
legal-notice [233,636,447,753]
notice-body: The following person(s) is (are) doing business as: LEGEND LUXE TEASE, 10713 AVALON BLVD UNIT B, CARSON, CA 90746. Full name of registrant(s) is (are) A PLYMOUTH ROCK, INC. This Business is conducted by A CORPORATION. Publish: Mountain Views News/IDC Dates Pub: SEP 04, 11, 18, 25, 2021 [905,396,1120,459]
legal-notice [233,760,447,877]
legal-notice [1130,148,1345,243]
notice-body: The following person(s) is (are) doing business as: BEARS GARDEN APARTMENTS, LF342 SOUTH BLAINE AVENUE, BELLFLOWER, CA 90706. Full name of registrant(s) is (are) ELLE BEARS, LLC. This Business is conducted by A LIMITED LIABILITY COMPANY. Publish: Mountain Views News/IDC Dates Pub: SEP 11, 18, 25, OCT 2, 2021 [680,889,895,963]
legal-notice [1130,1234,1345,1308]
legal-notice [681,776,896,860]
legal-notice [681,375,896,459]
legal-notice [905,1269,1120,1353]
notice-body: The following person(s) has (have) abandoned the use of the fictitious business name: MA TERESITA MANANQUIL, 11457 BELCHER ST, NORWALK, CA 90650. Publish: Mountain Views News/IDC Dates Pub: SEP 04, 11, 18, 25, 2021 [1129,467,1344,520]
legal-notice [8,1173,222,1342]
legal-notice [905,1003,1120,1077]
notice-heading: FICTITIOUS BUSINESS NAME STATEMENT FILE NO. 2021199661 [8,1526,202,1548]
notice-body: The following person(s) is (are) doing business as: TIRE SHOP, 11938 DOWNEY AVE, DOWNEY, CA 90242. Full name of registrant(s) is (are) RICARDO GOMEZ. This Business is conducted by AN INDIVIDUAL. Publish: Mountain Views News/IDC Dates Pub: SEP 18, 25, OCT 2, 9, 2021 [457,1005,671,1069]
legal-notice [233,1401,447,1518]
notice-body: The following person(s) is (are) doing business as: ALFEMA DE DELMA & CLEANING SERVICES, 1218 W 84TH ST, LOS ANGELES, CA 90044. Full name of registrant(s) is (are) CESAR ALBERTO TARIN. Publish: Mountain Views News/IDC Dates Pub: AUG 28, SEP 04, 11, 18, 2021 [1129,794,1344,857]
legal-notice [233,1277,447,1394]
notice-heading: FICTITIOUS BUSINESS NAME STATEMENT FILE NO. 2021201018 [8,1859,202,1880]
notice-body: The following person(s) is (are) doing business as: LAS MAÑANITAS, 6609 ATLANTIC AVE, SOUTH GATE, CA 90280. Full name of registrant(s) is (are) LUCIA GARCIA SANTIAGO, 6609 ATLANTIC AVE, SOUTH GATE, CA 90280. This Business is conducted by AN INDIVIDUAL. Signed: LUCIA GARCIA SANTIAGO. This statement was filed with the County Clerk of Los Angeles County on 09/08/2021. The registrant(s) has (have) commenced to transact business under the fictitious business name or names listed above on N/A. Publish: Mountain Views News/IDC Dates Pub: SEP 18, 25, OCT 2, 9, 2021 [232,233,446,359]
legal-notice [8,1859,222,2007]
notice-body: The following person(s) is (are) doing business as: POPPYMOORE, 11217 CANTARA ST, SUN VALLEY, CA 91352. Full name of registrant(s) is (are) LUCRECIA LOPEZ DE SANTIAGO. This Business is conducted by A CORPORATION. Publish: Mountain Views News/IDC Dates Pub: SEP 11, 18, 25, OCT 2, 2021 [680,396,895,459]
footer-website[interactable]: Website: www.mtnviewsnews.com [1161,2532,1410,2550]
legal-notice [457,1179,671,1275]
legal-notice [457,562,671,668]
notice-body: The following person(s) is (are) doing business as: ABC TOWING, 1002 W. WESTERN AVE, UNIT 6, LOS ANGELES, CA 90018. Full name of registrant(s) is (are) FERMIN COLINDRES, 1002 W. WESTERN AVE, LOS ANGELES, CA 90018. This Business is conducted by AN INDIVIDUAL. Signed: FERMIN COLINDRES, OWNER. This statement was filed with the County Clerk of Los Angeles County on 08/31/2021. The registrant(s) has (have) commenced to transact business under the fictitious business name or names listed above on N/A. NOTICE- This Fictitious Name Statement expires five years from the date it was filed in the office of the County Clerk. Publish: Mountain Views News/IDC Dates Pub: SEP 18, 25, OCT 2, 9, 2021 [8,1017,222,1165]
notice-body: The following person(s) is (are) doing business as: VI TO SELL REAL ESTATE, LOAN SOURCE CENTRAL, CFS FINANCIAL, 6908 OBISPO AVE, LAKEWOOD, CA 90712. Full name of registrant(s) is (are) DAVID WILLIAM POWELL. Publish: Mountain Views News/IDC Dates Pub: SEP 04, 11, 18, 25, 2021 [1129,272,1344,335]
notice-heading: FICTITIOUS BUSINESS NAME STATEMENT FILE NO. 2021188673 [1129,609,1323,631]
legal-notice [457,1077,671,1172]
notice-heading: FICTITIOUS BUSINESS NAME STATEMENT FILE NO. 2021188803 [1129,691,1323,712]
notice-heading: FICTITIOUS BUSINESS NAME STATEMENT FILE NO. 2021-193079 [905,889,1100,910]
notice-heading: FICTITIOUS BUSINESS NAME STATEMENT FILE NO. 2021-194640 [905,1269,1100,1290]
notice-body: The following person(s) is (are) doing business as: CUSTOM FINISH BY ALE, 12411 EDNA PL, COVINA, CA 91724. Full name of registrant(s) is (are) EDUARDO JOHNATHAN GUEVARA ROMAN, 12411 EDNA PL, COVINA, CA 91724. This Business is conducted by AN INDIVIDUAL. Signed: EDUARDO JOHNATHAN GUEVARA ROMAN. This statement was filed with the County Clerk of Los Angeles County on 09/07/2021. Publish: Mountain Views News/IDC Dates Pub: SEP 18, 25, OCT 2, 9, 2021 [8,2170,222,2276]
notice-heading: FICTITIOUS BUSINESS NAME STATEMENT FILE NO. 2021191927 [1129,528,1323,549]
notice-heading: FICTITIOUS BUSINESS NAME STATEMENT FILE NO. 2021-190990 [905,1003,1100,1024]
legal-notice [8,317,222,550]
notice-body: The following person(s) is (are) doing business as: UNCGA DAVID HOUSE & REPAIR, 8608 OBISPO AVE, LAKEWOOD, CA 90712. Full name of registrant(s) is (are) DAVID WILLIAM POWELL. This Business is conducted by AN INDIVIDUAL. Publish: Mountain Views News/IDC Dates Pub: SEP 04, 11, 18, 25, 2021 [1129,169,1344,243]
notice-heading: FICTITIOUS BUSINESS NAME STATEMENT FILE NO. 2021198561 [8,798,202,819]
legal-notice [905,889,1120,995]
notice-body: The following person(s) is (are) doing business as: OLGA'S AUTO PARTS AND MISC, 1001 W MCKINLEY AVE, POMONA, CA 91768. Full name of registrant(s) is (are) OLGA DELFINA RAMIREZ. This Business is conducted by A MARRIED COUPLE. Publish: Mountain Views News/IDC Dates Pub: SEP 04, 11, 18, 25, 2021 [905,807,1120,881]
legal-notice [233,884,447,1011]
notice-body: The following person(s) has (have) abandoned the use of the fictitious business name: HOLLYWOOD MOTEL, 10127 SAN FERNANDO ROAD, PACOIMA, CA 91331. The fictitious business name referred to above was filed in the County of Los Angeles on 03/11/2017. Publish: Mountain Views News/IDC Dates Pub: SEP 18, 25, OCT 2, 9, 2021 [457,1314,671,1388]
legal-notice [681,77,896,161]
legal-notice [681,1166,896,1251]
notice-heading: FICTITIOUS BUSINESS NAME STATEMENT FILE NO. 2021199109 [8,557,202,579]
